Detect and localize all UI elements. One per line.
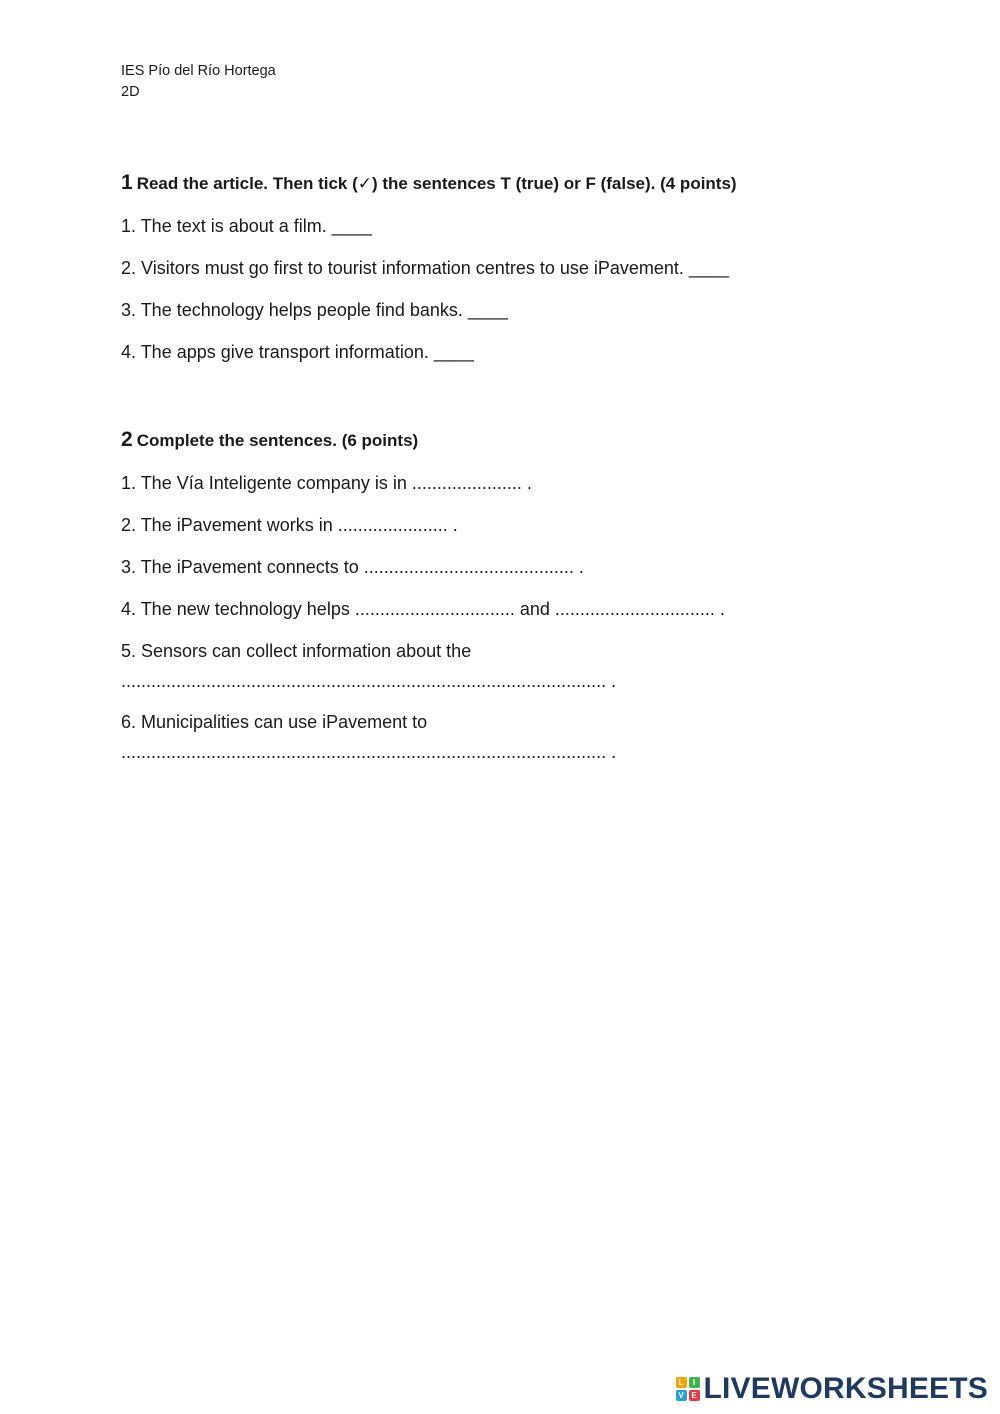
logo-mark-letter: V bbox=[676, 1390, 687, 1401]
section-1-instructions: Read the article. Then tick (✓) the sentences T (true) or F (false). (4 points) bbox=[136, 174, 737, 193]
logo-mark-letter: L bbox=[676, 1377, 687, 1388]
logo-mark-letter: I bbox=[689, 1377, 700, 1388]
section-1-item[interactable]: 1. The text is about a film. ____ bbox=[121, 216, 372, 236]
section-1-title bbox=[121, 171, 737, 195]
class-name: 2D bbox=[121, 84, 140, 100]
section-2-instructions: Complete the sentences. (6 points) bbox=[136, 431, 419, 450]
section-2-item[interactable]: 3. The iPavement connects to .......................................... . bbox=[121, 557, 584, 577]
section-2-item: 5. Sensors can collect information about the bbox=[121, 641, 472, 661]
section-1-item[interactable]: 2. Visitors must go first to tourist information centres to use iPavement. ____ bbox=[121, 258, 729, 278]
answer-dotted-line[interactable]: ................................................................................................. . bbox=[121, 671, 617, 691]
section-2-item[interactable]: 2. The iPavement works in ...................... . bbox=[121, 515, 458, 535]
logo-mark-icon bbox=[676, 1377, 700, 1401]
section-2-number: 2 bbox=[121, 428, 133, 451]
logo-mark-letter: E bbox=[689, 1390, 700, 1401]
section-1-number: 1 bbox=[121, 171, 133, 194]
section-2-title bbox=[121, 428, 418, 452]
section-1-item[interactable]: 3. The technology helps people find banks. ____ bbox=[121, 300, 508, 320]
section-2-item[interactable]: 1. The Vía Inteligente company is in ...................... . bbox=[121, 473, 532, 493]
logo-text: LIVEWORKSHEETS bbox=[703, 1372, 988, 1405]
section-1-item[interactable]: 4. The apps give transport information. ____ bbox=[121, 342, 474, 362]
section-2-item[interactable]: 4. The new technology helps ................................ and ................................ . bbox=[121, 599, 725, 619]
school-name: IES Pío del Río Hortega bbox=[121, 63, 276, 79]
document-header bbox=[121, 61, 276, 103]
answer-dotted-line[interactable]: ................................................................................................. . bbox=[121, 742, 617, 762]
liveworksheets-logo bbox=[676, 1372, 989, 1406]
section-2-item: 6. Municipalities can use iPavement to bbox=[121, 712, 428, 732]
